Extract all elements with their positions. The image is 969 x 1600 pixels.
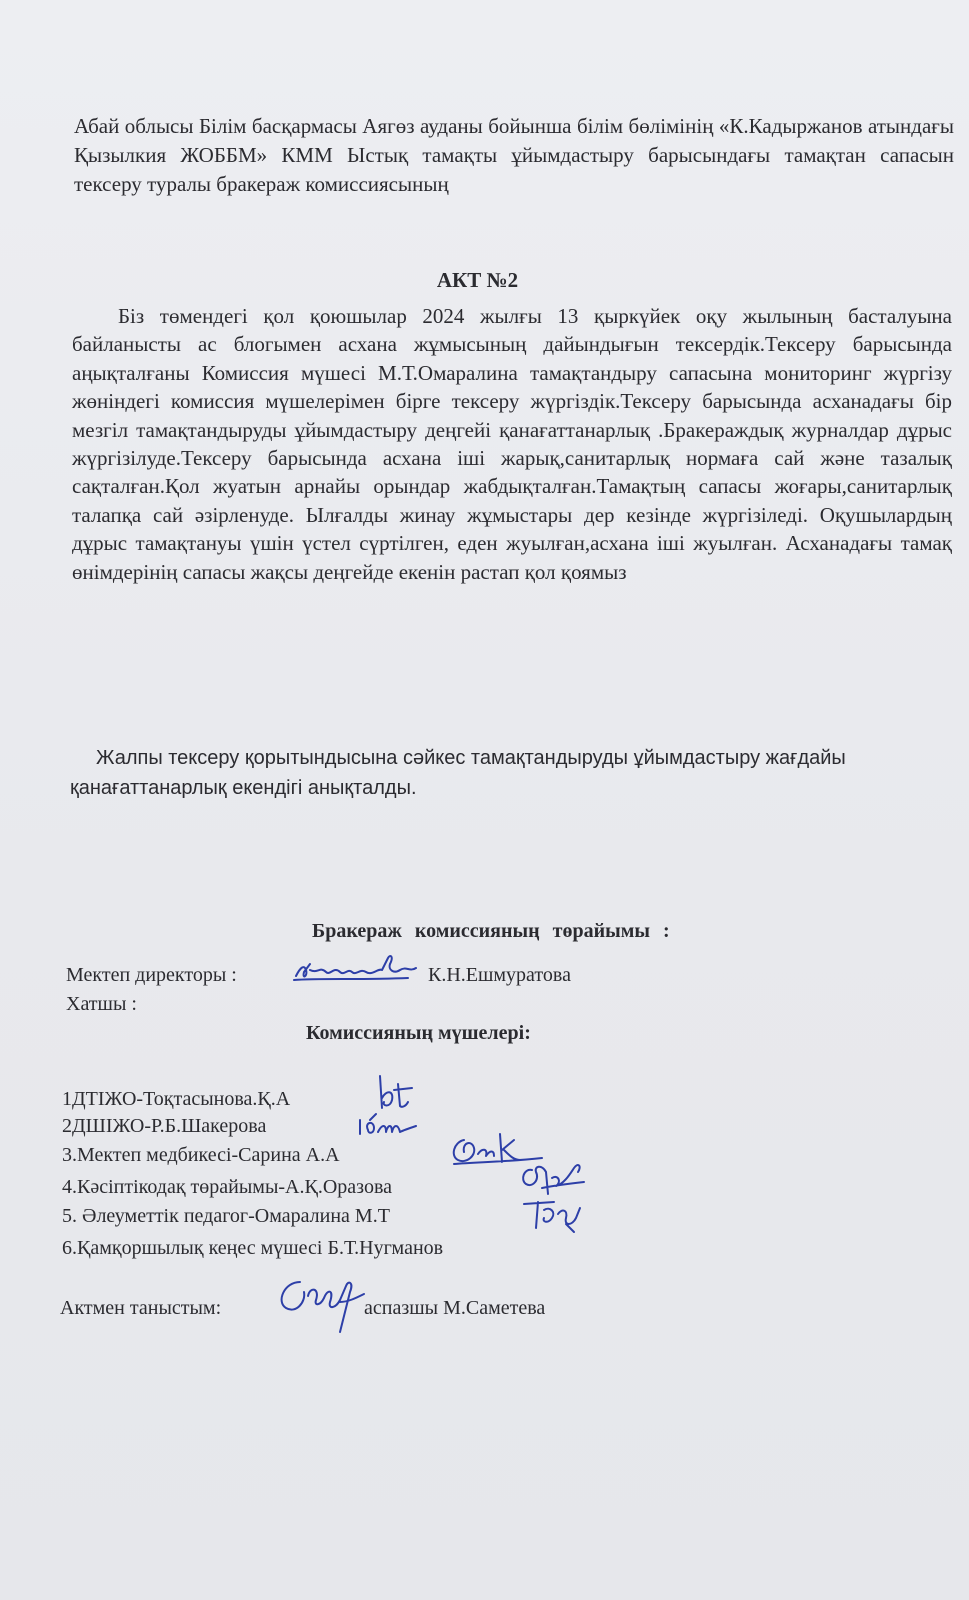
member-2-signature xyxy=(352,1110,422,1140)
cook-name: аспазшы М.Саметева xyxy=(364,1297,546,1319)
member-1: 1ДТІЖО-Тоқтасынова.Қ.А xyxy=(62,1088,291,1110)
acquainted-label: Актмен таныстым: xyxy=(60,1297,222,1319)
member-5-signature xyxy=(514,1196,590,1236)
secretary-label: Хатшы : xyxy=(66,993,137,1015)
member-1-signature xyxy=(372,1072,422,1114)
document-header: Абай облысы Білім басқармасы Аягөз ауданы бойынша білім бөлімінің «К.Кадыржанов атындағы Қызылкия ЖОББМ» КММ Ыстық тамақты ұйымдастыру барысындағы тамақтан сапасын тексеру туралы бракераж комиссиясының xyxy=(74,114,954,196)
act-title: АКТ №2 xyxy=(436,268,519,292)
members-heading: Комиссияның мүшелері: xyxy=(306,1022,531,1044)
director-signature xyxy=(290,950,420,990)
member-3: 3.Мектеп медбикесі-Сарина А.А xyxy=(62,1144,340,1166)
member-2: 2ДШІЖО-Р.Б.Шакерова xyxy=(62,1115,267,1137)
director-label: Мектеп директоры : xyxy=(66,964,237,986)
chair-heading: Бракераж комиссияның төрайымы : xyxy=(312,920,670,942)
member-5: 5. Әлеуметтік педагог-Омаралина М.Т xyxy=(62,1205,390,1227)
cook-signature xyxy=(270,1272,370,1344)
director-name: К.Н.Ешмуратова xyxy=(428,964,571,986)
act-conclusion: Жалпы тексеру қорытындысына сәйкес тамақтандыруды ұйымдастыру жағдайы қанағаттанарлық екендігі анықталды. xyxy=(70,747,846,799)
member-6: 6.Қамқоршылық кеңес мүшесі Б.Т.Нугманов xyxy=(62,1237,444,1259)
act-body: Біз төмендегі қол қоюшылар 2024 жылғы 13 қыркүйек оқу жылының басталуына байланысты ас блогымен асхана жұмысының дайындығын тексердік.Тексеру барысында аңықталғаны Комиссия мүшесі М.Т.Омаралина тамақтандыру сапасына мониторинг жүргізу жөніндегі комиссия мүшелерімен бірге тексеру жүргіздік.Тексеру барысында асханадағы бір мезгіл тамақтандыруды ұйымдастыру деңгейі қанағаттанарлық .Бракераждық журналдар дұрыс жүргізілуде.Тексеру барысында асхана іші жарық,санитарлық нормаға сай және тазалық сақталған.Қол жуатын арнайы орындар жабдықталған.Тамақтың сапасы жоғары,санитарлық талапқа сай әзірленуде. Ылғалды жинау жұмыстары дер кезінде жүргізіледі. Оқушылардың дұрыс тамақтануы үшін үстел сүртілген, еден жуылған,асхана іші жуылған. Асханадағы тамақ өнімдерінің сапасы жақсы деңгейде екенін растап қол қоямыз xyxy=(72,304,952,584)
member-4: 4.Кәсіптікодақ төрайымы-А.Қ.Оразова xyxy=(62,1176,392,1198)
